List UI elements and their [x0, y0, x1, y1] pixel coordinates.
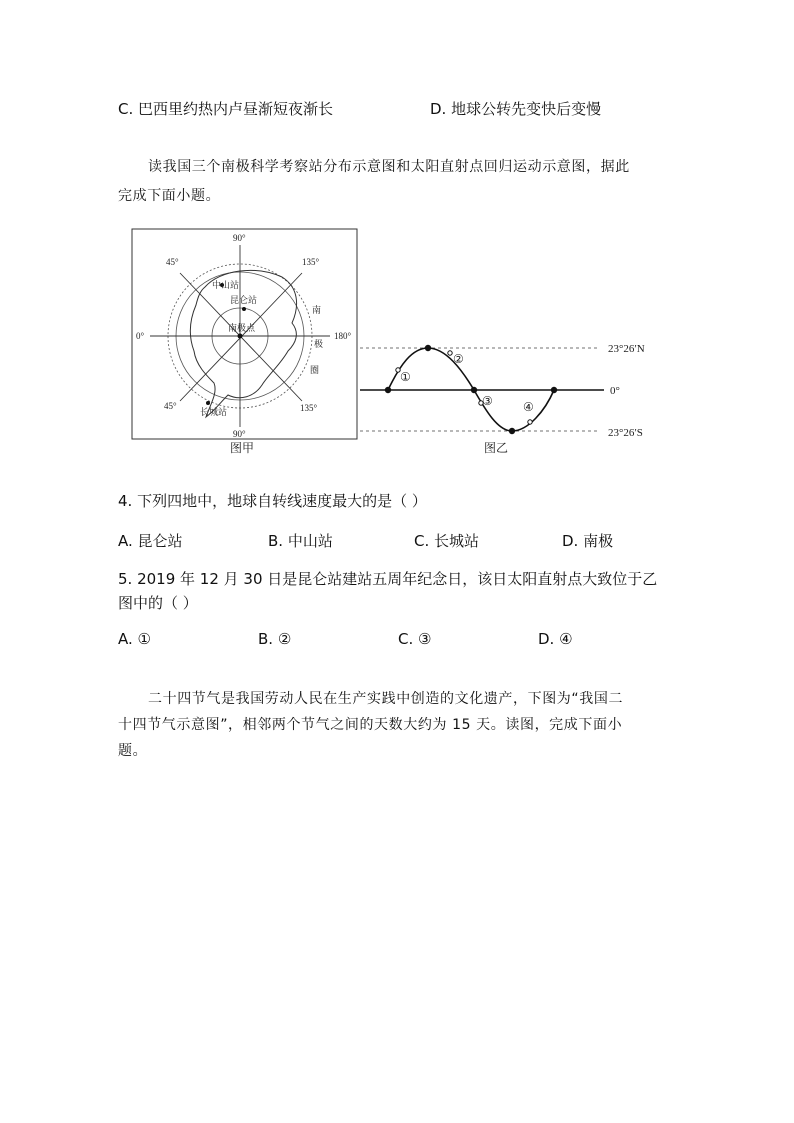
figure-area: [0, 225, 794, 465]
q4-option-d: D. 南极: [562, 532, 614, 550]
intro-paragraph-2-line-2: 十四节气示意图”，相邻两个节气之间的天数大约为 15 天。读图，完成下面小: [118, 717, 623, 733]
south-pole-label: 南极点: [228, 324, 256, 334]
q5-option-c: C. ③: [398, 630, 432, 648]
station-zhongshan: 中山站: [212, 281, 240, 291]
q4-option-a: A. 昆仑站: [118, 532, 183, 550]
intro-paragraph-1-line-2: 完成下面小题。: [118, 188, 221, 204]
deg-45-bottom: 45°: [164, 401, 177, 411]
q5-option-a: A. ①: [118, 630, 151, 648]
marker-3: ③: [482, 394, 493, 408]
intro-paragraph-2-line-1: 二十四节气是我国劳动人民在生产实践中创造的文化遗产，下图为“我国二: [148, 691, 624, 707]
antarctic-circle-label-3: 圈: [310, 366, 320, 376]
antarctic-circle-label-2: 极: [314, 340, 324, 350]
marker-1: ①: [400, 370, 411, 384]
deg-180: 180°: [334, 331, 352, 341]
q4-option-b: B. 中山站: [268, 532, 333, 550]
station-kunlun: 昆仑站: [230, 296, 258, 306]
intro-paragraph-1-line-1: 读我国三个南极科学考察站分布示意图和太阳直射点回归运动示意图，据此: [148, 159, 630, 175]
option-d-prev: D. 地球公转先变快后变慢: [430, 100, 602, 118]
q5-option-d: D. ④: [538, 630, 573, 648]
marker-4: ④: [523, 400, 534, 414]
question-4-stem: 4. 下列四地中，地球自转线速度最大的是（ ）: [118, 492, 427, 510]
figure-yi: [360, 343, 645, 439]
lat-north-label: 23°26′N: [608, 343, 645, 355]
option-c-prev: C. 巴西里约热内卢昼渐短夜渐长: [118, 100, 334, 118]
caption-jia: 图甲: [230, 441, 255, 455]
station-changcheng: 长城站: [200, 408, 228, 418]
antarctic-circle-label-1: 南: [312, 306, 322, 316]
q5-option-b: B. ②: [258, 630, 292, 648]
deg-0: 0°: [136, 331, 145, 341]
marker-2: ②: [453, 352, 464, 366]
lat-equator-label: 0°: [610, 385, 620, 397]
deg-90-bottom: 90°: [233, 429, 246, 439]
caption-yi: 图乙: [484, 441, 509, 455]
deg-45-top: 45°: [166, 257, 179, 267]
figure-jia: [132, 229, 357, 439]
deg-135-top: 135°: [302, 257, 320, 267]
intro-paragraph-2-line-3: 题。: [118, 743, 148, 759]
lat-south-label: 23°26′S: [608, 427, 643, 439]
question-5-stem-line-1: 5. 2019 年 12 月 30 日是昆仑站建站五周年纪念日，该日太阳直射点大致位于乙: [118, 570, 658, 588]
q4-option-c: C. 长城站: [414, 532, 480, 550]
deg-90-top: 90°: [233, 233, 246, 243]
question-5-stem-line-2: 图中的（ ）: [118, 594, 198, 612]
deg-135-bottom: 135°: [300, 403, 318, 413]
